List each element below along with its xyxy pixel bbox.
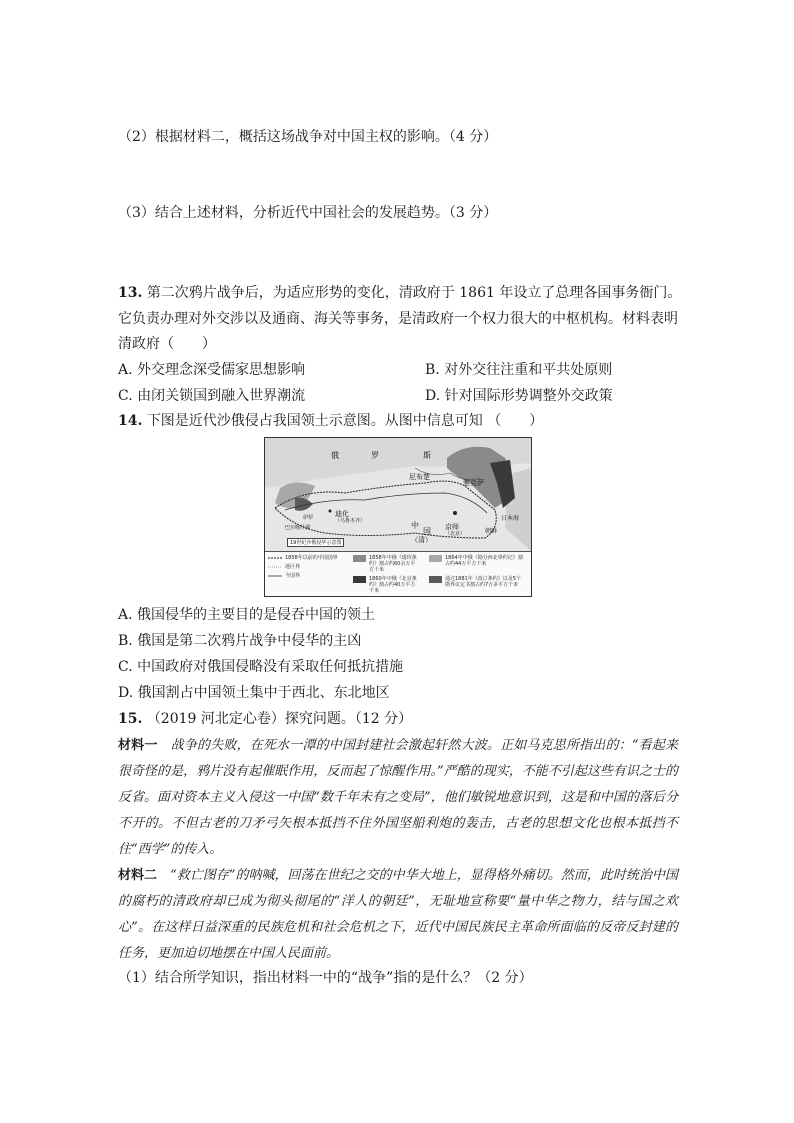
- material-2-label: 材料二: [118, 868, 158, 883]
- q14-number: 14.: [118, 413, 143, 429]
- q15-sub1: （1）结合所学知识，指出材料一中的“战争”指的是什么？（2 分）: [118, 970, 533, 986]
- map-figure: [264, 437, 532, 597]
- legend-item-7: 通过1881年《改订条约》以及5个勘界议定书割占约7万多平方千米: [445, 576, 521, 588]
- q13-stem-line1: 第二次鸦片战争后，为适应形势的变化，清政府于 1861 年设立了总理各国事务衙门。: [146, 285, 682, 301]
- map-label-korea: 朝鲜: [485, 528, 498, 535]
- q14-option-a: A. 俄国侵华的主要目的是侵吞中国的领土: [118, 607, 376, 623]
- legend-item-4: 1858年中俄《瑷珲条约》割占约60余万平方千米: [369, 555, 417, 573]
- map-label-zhong: 中: [411, 521, 419, 530]
- map-label-nibuchu: 尼布楚: [409, 473, 430, 481]
- map-label-dihua: 迪化: [335, 510, 349, 518]
- q13-option-c: C. 由闭关锁国到融入世界潮流: [118, 388, 306, 404]
- map-label-beijing: （北京）: [445, 531, 466, 537]
- q15-material-1: [118, 733, 678, 863]
- material-1-label: 材料一: [118, 738, 158, 753]
- map-label-ili: 伊犁: [303, 515, 314, 521]
- map-label-qing: （清）: [411, 536, 432, 544]
- q13-line3: 清政府（ ）: [118, 336, 216, 352]
- legend-item-1: 1858年以前的中国国界: [285, 555, 338, 561]
- map-label-russia-1: 俄: [331, 451, 339, 460]
- q13-line1: [118, 283, 681, 303]
- q14-option-b: B. 俄国是第二次鸦片战争中侵华的主凶: [118, 633, 362, 649]
- q12-sub3: （3）结合上述材料，分析近代中国社会的发展趋势。（3 分）: [118, 205, 498, 221]
- map-label-russia-3: 斯: [423, 451, 431, 460]
- map-label-yakesa: 雅克萨: [463, 479, 484, 487]
- q15-number: 15.: [118, 711, 143, 727]
- q13-line2: 它负责办理对外交涉以及通商、海关等事务，是清政府一个权力很大的中枢机构。材料表明: [118, 311, 678, 327]
- map-label-russia-2: 罗: [371, 451, 379, 460]
- map-legend: [265, 551, 531, 597]
- q15-stem-text: （2019 河北定心卷）探究问题。（12 分）: [146, 711, 413, 727]
- q15-stem: [118, 709, 412, 729]
- material-2-text: “救亡图存”的呐喊，回荡在世纪之交的中华大地上，显得格外痛切。然而，此时统治中国的腐朽的清政府却已成为彻头彻尾的“洋人的朝廷”，无耻地宣称要“量中华之物力，结与国之欢心”。在这样日益深重的民族危机和社会危机之下，近代中国民族民主革命所面临的反帝反封建的任务，更加迫切地摆在中国人民面前。: [118, 868, 678, 961]
- legend-item-3: 今国界: [285, 573, 301, 579]
- q12-sub2: （2）根据材料二，概括这场战争对中国主权的影响。（4 分）: [118, 129, 498, 145]
- map-label-guo: 国: [423, 527, 431, 536]
- legend-item-6: 1864年中俄《勘分西北界约记》割占约44万平方千米: [445, 555, 523, 567]
- legend-item-2: 地区界: [285, 564, 301, 570]
- q14-stem-text: 下图是近代沙俄侵占我国领土示意图。从图中信息可知 （ ）: [146, 413, 544, 429]
- map-label-japan-sea: 日本海: [501, 515, 520, 522]
- legend-item-5: 1860年中俄《北京条约》割占约40万平方千米: [369, 576, 417, 594]
- q14-option-d: D. 俄国割占中国领土集中于西北、东北地区: [118, 685, 390, 701]
- q13-number: 13.: [118, 285, 143, 301]
- legend-swatches: [265, 552, 531, 597]
- q14-stem: [118, 411, 543, 431]
- q13-option-a: A. 外交理念深受儒家思想影响: [118, 362, 306, 378]
- map-label-dihua-sub: （乌鲁木齐）: [335, 518, 366, 524]
- material-1-text: 战争的失败，在死水一潭的中国封建社会激起轩然大波。正如马克思所指出的：“看起来很奇怪的是，鸦片没有起催眠作用，反而起了惊醒作用。”严酷的现实，不能不引起这些有识之士的反省。面对资本主义入侵这一中国“数千年未有之变局”，他们敏锐地意识到，这是和中国的落后分不开的。不但古老的刀矛弓矢根本抵挡不住外国坚船利炮的轰击，古老的思想文化也根本抵挡不住“西学”的传入。: [118, 738, 678, 857]
- map-label-note: 19世纪沙俄侵华示意图: [287, 538, 344, 547]
- q13-option-d: D. 针对国际形势调整外交政策: [425, 388, 613, 404]
- q13-option-b: B. 对外交往注重和平共处原则: [425, 362, 613, 378]
- q15-material-2: [118, 863, 678, 967]
- map-label-balkhash: 巴尔喀什湖: [285, 525, 311, 531]
- map-label-jingshi: 京师: [445, 523, 459, 531]
- q14-option-c: C. 中国政府对俄国侵略没有采取任何抵抗措施: [118, 659, 404, 675]
